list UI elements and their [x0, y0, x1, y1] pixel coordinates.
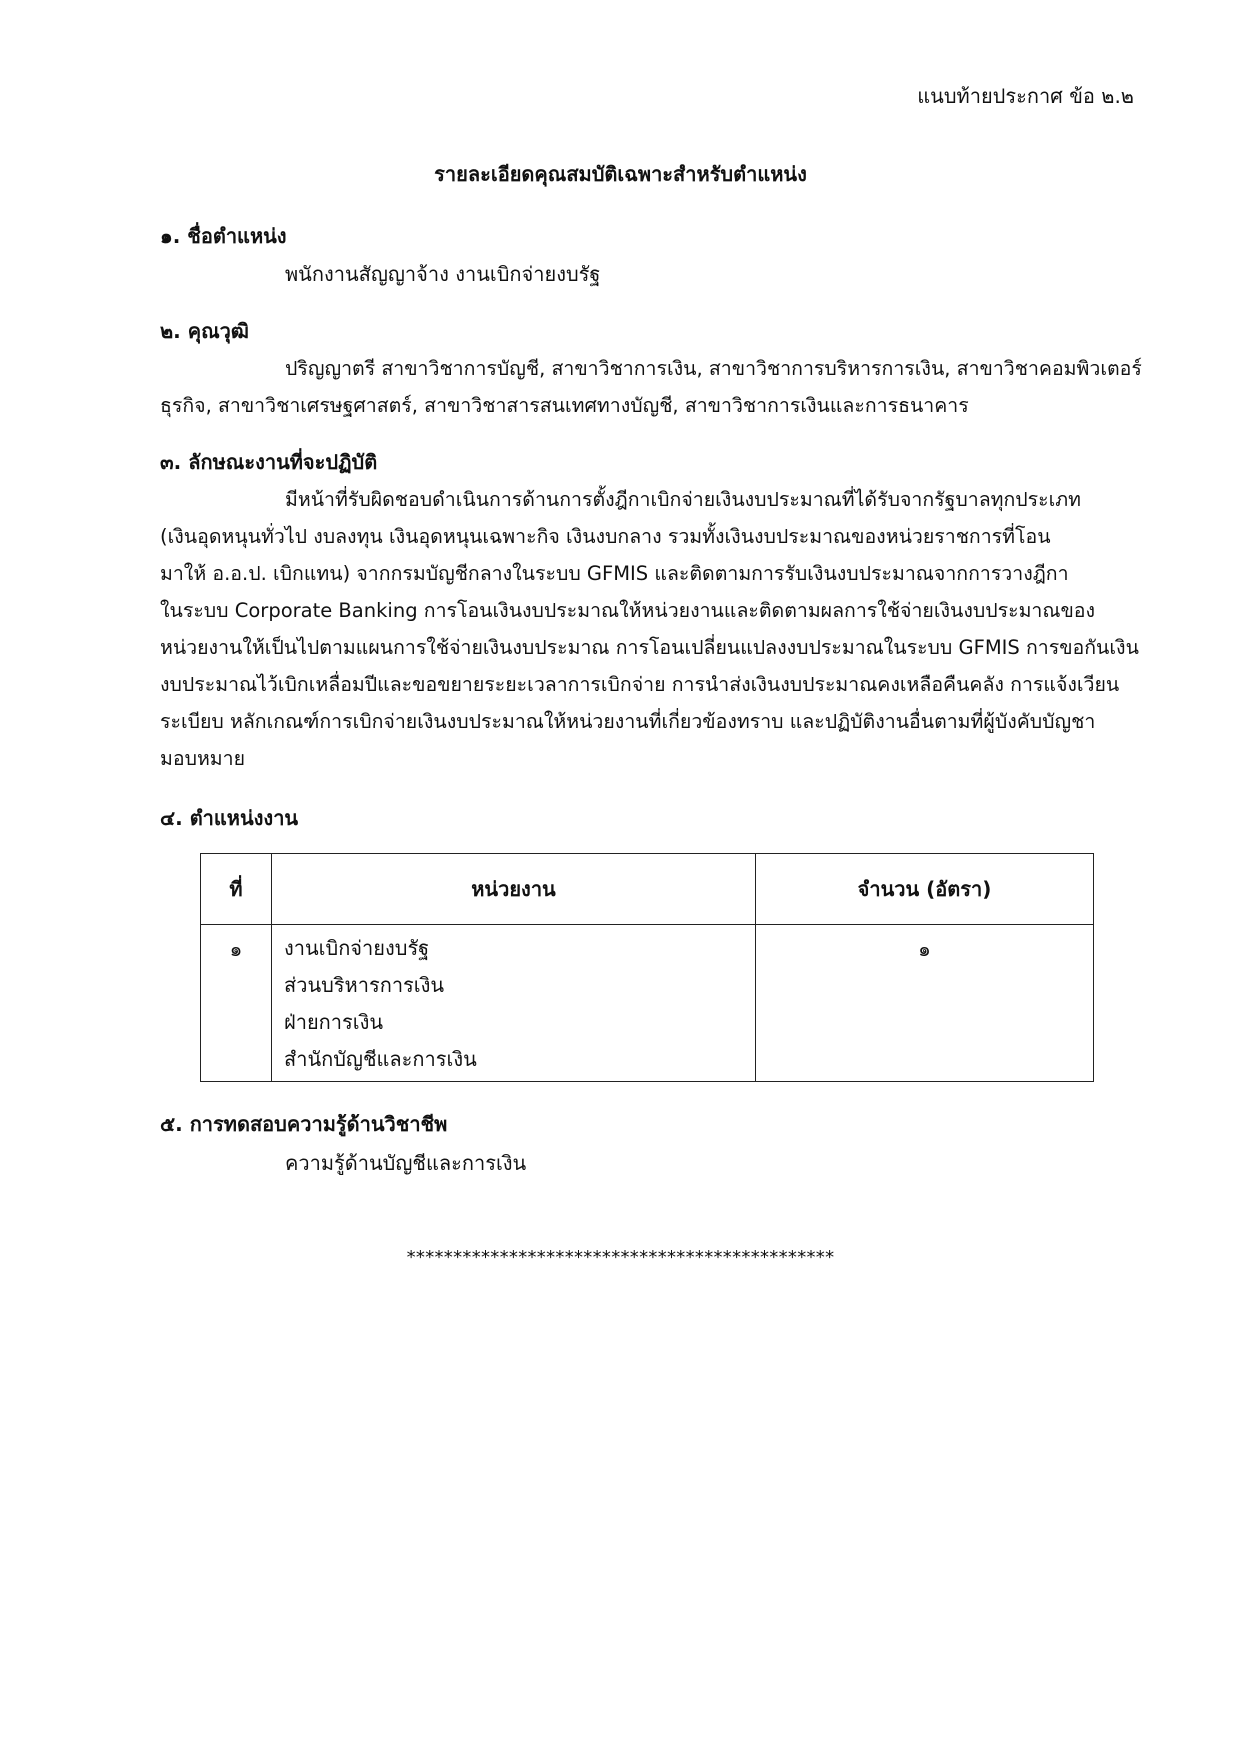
header-no: ที่ — [201, 854, 272, 925]
row-count-cell — [756, 925, 1094, 1082]
row-count: ๑ — [918, 937, 931, 961]
unit-line: สำนักบัญชีและการเงิน — [284, 1047, 477, 1071]
unit-line: ส่วนบริหารการเงิน — [284, 973, 445, 997]
attachment-label: แนบท้ายประกาศ ข้อ ๒.๒ — [917, 84, 1134, 108]
header-count: จำนวน (อัตรา) — [756, 854, 1094, 925]
qualification-line-1: ปริญญาตรี สาขาวิชาการบัญชี, สาขาวิชาการเงิน, สาขาวิชาการบริหารการเงิน, สาขาวิชาคอมพิวเตอร์ — [285, 357, 1142, 380]
section-4-heading: ๔. ตำแหน่งงาน — [160, 806, 299, 830]
qualification-line-2: ธุรกิจ, สาขาวิชาเศรษฐศาสตร์, สาขาวิชาสารสนเทศทางบัญชี, สาขาวิชาการเงินและการธนาคาร — [160, 394, 969, 417]
duty-line-2: (เงินอุดหนุนทั่วไป งบลงทุน เงินอุดหนุนเฉพาะกิจ เงินงบกลาง รวมทั้งเงินงบประมาณของหน่วยราชการที่โอน — [160, 525, 1051, 548]
section-5-heading: ๕. การทดสอบความรู้ด้านวิชาชีพ — [160, 1112, 448, 1136]
section-3-heading: ๓. ลักษณะงานที่จะปฏิบัติ — [160, 450, 378, 474]
section-2-heading: ๒. คุณวุฒิ — [160, 319, 249, 343]
unit-line: ฝ่ายการเงิน — [284, 1010, 384, 1034]
duty-line-8: มอบหมาย — [160, 747, 246, 770]
duty-line-5: หน่วยงานให้เป็นไปตามแผนการใช้จ่ายเงินงบประมาณ การโอนเปลี่ยนแปลงงบประมาณในระบบ GFMIS การขอกันเงิน — [160, 636, 1139, 659]
table-header-row — [201, 854, 1094, 925]
position-name: พนักงานสัญญาจ้าง งานเบิกจ่ายงบรัฐ — [285, 262, 601, 286]
duty-line-6: งบประมาณไว้เบิกเหลื่อมปีและขอขยายระยะเวลาการเบิกจ่าย การนำส่งเงินงบประมาณคงเหลือคืนคลัง การแจ้งเวียน — [160, 673, 1120, 696]
row-no-cell — [201, 925, 272, 1082]
duty-line-1: มีหน้าที่รับผิดชอบดำเนินการด้านการตั้งฎีกาเบิกจ่ายเงินงบประมาณที่ได้รับจากรัฐบาลทุกประเภท — [285, 488, 1081, 511]
table-row — [201, 925, 1094, 1082]
unit-line: งานเบิกจ่ายงบรัฐ — [284, 936, 430, 960]
knowledge-text: ความรู้ด้านบัญชีและการเงิน — [285, 1151, 527, 1175]
duty-line-4: ในระบบ Corporate Banking การโอนเงินงบประมาณให้หน่วยงานและติดตามผลการใช้จ่ายเงินงบประมาณของ — [160, 599, 1096, 622]
row-unit-cell — [272, 925, 756, 1082]
end-separator: ********************************************** — [406, 1247, 835, 1268]
duty-line-3: มาให้ อ.อ.ป. เบิกแทน) จากกรมบัญชีกลางในระบบ GFMIS และติดตามการรับเงินงบประมาณจากการวางฎีกา — [160, 562, 1069, 585]
section-1-heading: ๑. ชื่อตำแหน่ง — [160, 224, 287, 248]
row-no: ๑ — [229, 937, 243, 961]
header-unit: หน่วยงาน — [272, 854, 756, 925]
position-table — [200, 853, 1094, 1082]
duty-line-7: ระเบียบ หลักเกณฑ์การเบิกจ่ายเงินงบประมาณให้หน่วยงานที่เกี่ยวข้องทราบ และปฏิบัติงานอื่นตามที่ผู้บังคับบัญชา — [160, 710, 1096, 733]
document-title: รายละเอียดคุณสมบัติเฉพาะสำหรับตำแหน่ง — [434, 162, 807, 186]
